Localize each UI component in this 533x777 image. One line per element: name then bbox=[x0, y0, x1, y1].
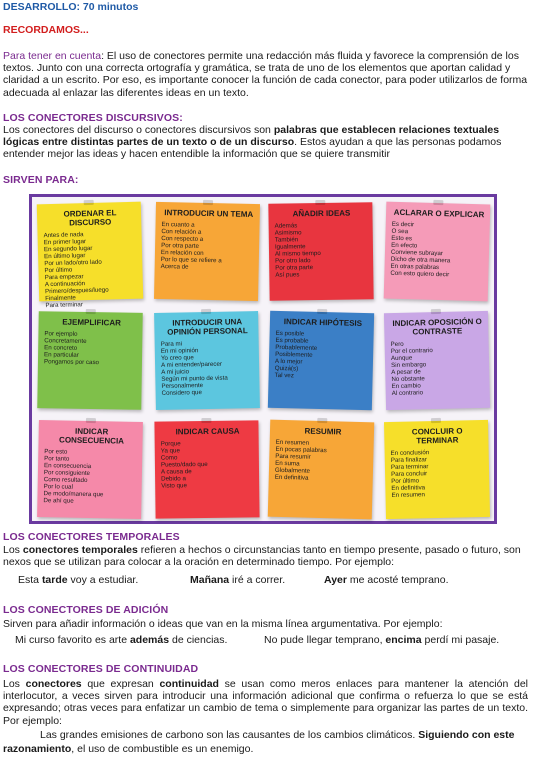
connector-note bbox=[37, 420, 143, 519]
note-item: A continuación bbox=[44, 280, 86, 289]
note-item: Al mismo tiempo bbox=[274, 250, 321, 258]
note-item: En resumen bbox=[391, 491, 425, 499]
note-item: Puesto/dado que bbox=[160, 460, 208, 469]
note-item: Esto es bbox=[391, 234, 413, 243]
note-item: En efecto bbox=[391, 241, 418, 250]
note-item: Al contrario bbox=[391, 389, 424, 398]
note-item: En definitiva bbox=[391, 484, 426, 492]
note-item: Globalmente bbox=[274, 466, 311, 475]
intro-paragraph bbox=[3, 50, 528, 99]
tape-mark bbox=[431, 418, 441, 423]
note-item: Por otra parte bbox=[275, 264, 314, 272]
note-item: Por el contrario bbox=[390, 347, 433, 356]
adicion-example-1 bbox=[15, 634, 227, 646]
note-title: EJEMPLIFICAR bbox=[62, 317, 121, 328]
note-item: Además bbox=[274, 222, 298, 230]
tape-mark bbox=[315, 200, 325, 205]
discursivos-text-b: . Estos ayudan a que las personas podamos entender mejor las ideas y hacen entendible la información que se quiere transmitir bbox=[3, 136, 502, 161]
note-item: En cuanto a bbox=[161, 221, 195, 229]
temporales-bold: conectores temporales bbox=[22, 544, 138, 556]
note-title: RESUMIR bbox=[304, 426, 342, 437]
note-item: En cambio bbox=[391, 382, 421, 391]
note-item: Para finalizar bbox=[390, 456, 427, 464]
connector-note bbox=[37, 311, 143, 410]
note-item: Asimismo bbox=[274, 229, 302, 237]
note-list bbox=[43, 448, 138, 506]
ex-bold: Mañana bbox=[190, 574, 230, 586]
temporales-example-2 bbox=[190, 574, 285, 586]
note-list bbox=[275, 221, 370, 278]
note-item: Pero bbox=[390, 340, 404, 349]
cont-bold-a: conectores bbox=[25, 678, 82, 690]
note-item: En último lugar bbox=[44, 252, 86, 261]
note-item: En suma bbox=[275, 459, 300, 468]
note-item: Por consiguiente bbox=[43, 469, 91, 478]
note-item: En primer lugar bbox=[43, 238, 87, 247]
note-item: Con esto quiero decir bbox=[390, 269, 450, 279]
note-title: INDICAR OPOSICIÓN O CONTRASTE bbox=[392, 316, 482, 337]
note-item: En mi opinión bbox=[160, 347, 199, 355]
connector-note bbox=[268, 420, 375, 520]
connector-note bbox=[268, 311, 374, 411]
note-item: En pocas palabras bbox=[275, 445, 327, 455]
intro-text: : El uso de conectores permite una redacción más fluida y favorece la comprensión de los textos. Junto con una correcta ortografía y gramática, se trata de uno de los elementos que aportan calidad y claridad a un escrito. Por eso, es importante conocer la función de cada conector, para poder utilizarlos de forma adecuada al enlazar las diferentes ideas en un texto. bbox=[3, 50, 528, 99]
tape-mark bbox=[317, 309, 327, 314]
discursivos-heading: LOS CONECTORES DISCURSIVOS: bbox=[3, 112, 183, 124]
note-item: Por un lado/otro lado bbox=[44, 258, 102, 268]
note-item: A pesar de bbox=[391, 368, 421, 377]
note-item: Quizá(s) bbox=[274, 364, 299, 373]
note-item: En consecuencia bbox=[43, 462, 92, 471]
temporales-example-1 bbox=[18, 574, 138, 586]
note-item: A lo mejor bbox=[274, 357, 303, 366]
note-item: Con respecto a bbox=[161, 235, 204, 243]
note-item: Igualmente bbox=[274, 243, 306, 251]
discursivos-paragraph bbox=[3, 124, 528, 161]
note-item: Así pues bbox=[275, 271, 300, 279]
ex-text: de ciencias. bbox=[169, 634, 228, 646]
note-title: INDICAR HIPÓTESIS bbox=[283, 317, 363, 328]
ex-text: Esta bbox=[18, 574, 42, 586]
ex-text: Mi curso favorito es arte bbox=[15, 634, 130, 646]
connector-note bbox=[154, 420, 259, 518]
note-item: Para resumir bbox=[275, 452, 311, 461]
note-item: En concreto bbox=[44, 344, 78, 352]
ex-text: iré a correr. bbox=[229, 574, 286, 586]
note-list bbox=[275, 330, 370, 381]
note-item: Por tanto bbox=[44, 455, 70, 463]
ex-text: Las grandes emisiones de carbono son las causantes de los cambios climáticos. bbox=[40, 729, 419, 741]
connector-note bbox=[37, 202, 144, 310]
note-item: Yo creo que bbox=[160, 354, 194, 362]
connector-note bbox=[154, 311, 260, 410]
desarrollo-heading: DESARROLLO: 70 minutos bbox=[3, 1, 139, 13]
tape-mark bbox=[86, 418, 96, 423]
continuidad-heading: LOS CONECTORES DE CONTINUIDAD bbox=[3, 663, 199, 675]
note-item: Por último bbox=[44, 266, 73, 275]
ex-bold: Siguiendo con este razonamiento bbox=[3, 729, 515, 755]
note-title: INDICAR CAUSA bbox=[175, 426, 240, 437]
tape-mark bbox=[431, 309, 441, 314]
note-item: Es probable bbox=[275, 336, 309, 345]
adicion-paragraph: Sirven para añadir información o ideas que van en la misma línea argumentativa. Por ejemplo: bbox=[3, 618, 443, 630]
ex-bold: encima bbox=[385, 634, 422, 646]
note-list bbox=[391, 339, 486, 397]
tape-mark bbox=[203, 200, 213, 205]
cont-text-c: se usan como meros enlaces para mantener la atención del interlocutor, a veces sirven para introducir una información adicional que confirma o refuerza lo que se está expresando; otras veces para enfatizar un cambio de tema o simplemente para organizar las partes de un texto. Por ejemplo: bbox=[3, 678, 529, 727]
note-item: Concretamente bbox=[44, 337, 87, 345]
note-list bbox=[44, 330, 139, 366]
note-item: A causa de bbox=[160, 468, 192, 476]
note-title: ORDENAR EL DISCURSO bbox=[63, 208, 117, 228]
connector-note bbox=[384, 202, 491, 302]
note-item: O sea bbox=[391, 227, 409, 236]
note-title: INTRODUCIR UN TEMA bbox=[164, 208, 254, 219]
note-item: No obstante bbox=[391, 375, 425, 384]
discursivos-text-a: Los conectores del discurso o conectores discursivos son bbox=[3, 124, 274, 136]
note-item: Primero/despues/luego bbox=[44, 286, 109, 296]
ex-text: No pude llegar temprano, bbox=[264, 634, 386, 646]
note-list bbox=[161, 439, 256, 489]
ex-text: me acosté temprano. bbox=[346, 574, 449, 586]
note-item: Por último bbox=[391, 477, 420, 485]
note-item: En segundo lugar bbox=[43, 244, 93, 254]
tape-mark bbox=[317, 418, 327, 423]
note-item: Antes de nada bbox=[43, 231, 84, 240]
note-list bbox=[390, 221, 486, 280]
temporales-text-b: refieren a hechos o circunstancias tanto en tiempo presente, pasado o futuro, son nexos que se utilizan para colocar a la oración en determinado tiempo. Por ejemplo: bbox=[3, 544, 521, 569]
temporales-text-a: Los bbox=[3, 544, 23, 556]
note-item: Como bbox=[160, 454, 178, 462]
ex-text: voy a estudiar. bbox=[67, 574, 139, 586]
note-item: Para empezar bbox=[44, 273, 84, 282]
note-item: Para terminar bbox=[390, 463, 429, 471]
note-item: Es posible bbox=[275, 329, 305, 338]
note-item: De modo/manera que bbox=[43, 490, 104, 499]
connector-note bbox=[154, 202, 260, 301]
continuidad-example bbox=[3, 728, 528, 756]
note-title: AÑADIR IDEAS bbox=[292, 208, 351, 219]
note-item: Tal vez bbox=[274, 371, 294, 380]
adicion-heading: LOS CONECTORES DE ADICIÓN bbox=[3, 604, 169, 616]
note-item: Sin embargo bbox=[391, 361, 427, 370]
note-item: En particular bbox=[44, 351, 79, 359]
note-title: INTRODUCIR UNA OPINIÓN PERSONAL bbox=[167, 317, 248, 337]
note-item: Como resultado bbox=[43, 476, 88, 484]
ex-bold: tarde bbox=[41, 574, 68, 586]
note-item: En conclusión bbox=[390, 449, 430, 457]
note-title: CONCLUIR O TERMINAR bbox=[411, 426, 463, 446]
note-item: Por otra parte bbox=[161, 242, 200, 250]
tape-mark bbox=[433, 200, 443, 205]
connector-note bbox=[384, 420, 490, 519]
note-list bbox=[161, 221, 256, 272]
note-item: Finalmente bbox=[45, 294, 76, 303]
tape-mark bbox=[84, 200, 94, 205]
note-item: Por ejemplo bbox=[44, 330, 78, 338]
temporales-example-3 bbox=[324, 574, 449, 586]
note-list bbox=[43, 230, 139, 309]
cont-text-b: que expresan bbox=[81, 678, 160, 690]
adicion-example-2 bbox=[264, 634, 499, 646]
note-item: En relación con bbox=[160, 249, 204, 257]
note-list bbox=[275, 439, 370, 483]
note-item: Según mi punto de vista bbox=[161, 374, 228, 383]
temporales-heading: LOS CONECTORES TEMPORALES bbox=[3, 531, 180, 543]
recordamos-heading: RECORDAMOS... bbox=[3, 24, 89, 36]
note-item: Para mi bbox=[160, 340, 183, 348]
note-item: Por esto bbox=[44, 448, 68, 456]
note-list bbox=[161, 339, 256, 397]
note-item: Ya que bbox=[160, 447, 180, 455]
note-item: A mi entender/parecer bbox=[161, 360, 223, 369]
note-item: Porque bbox=[160, 440, 181, 448]
discursivos-bold: palabras que establecen relaciones textuales lógicas entre distintas partes de un texto o de un discurso bbox=[3, 124, 500, 149]
cont-bold-b: continuidad bbox=[159, 678, 219, 690]
note-item: Con relación a bbox=[161, 228, 202, 236]
note-title: INDICAR CONSECUENCIA bbox=[59, 426, 125, 446]
ex-text: perdí mi pasaje. bbox=[421, 634, 500, 646]
tape-mark bbox=[201, 309, 211, 314]
cont-text-a: Los bbox=[3, 678, 26, 690]
note-item: Por lo que se refiere a bbox=[160, 256, 222, 265]
note-item: En resumen bbox=[275, 438, 310, 447]
note-item: Probablemente bbox=[275, 343, 318, 352]
note-item: De ahí que bbox=[43, 497, 74, 505]
intro-lead: Para tener en cuenta bbox=[3, 50, 102, 62]
note-item: Por otro lado bbox=[275, 257, 311, 265]
note-item: Dicho de otra manera bbox=[390, 255, 451, 265]
tape-mark bbox=[201, 418, 211, 423]
ex-bold: Ayer bbox=[324, 574, 347, 586]
temporales-paragraph bbox=[3, 544, 528, 568]
note-item: Visto que bbox=[161, 482, 187, 490]
note-item: Considero que bbox=[161, 389, 202, 397]
connector-note bbox=[268, 202, 373, 300]
note-item: También bbox=[274, 236, 299, 244]
ex-bold: además bbox=[129, 634, 170, 646]
note-item: Conviene subrayar bbox=[390, 248, 443, 258]
note-item: Es decir bbox=[391, 220, 415, 229]
note-item: Debido a bbox=[161, 475, 186, 483]
note-item: Por lo cual bbox=[43, 483, 73, 491]
note-item: En otras palabras bbox=[390, 262, 440, 272]
note-item: En definitiva bbox=[274, 473, 309, 482]
note-item: Para concluir bbox=[391, 470, 428, 478]
ex-text: , el uso de combustible es un enemigo. bbox=[71, 743, 254, 755]
note-item: Para terminar bbox=[45, 301, 83, 310]
connectors-infographic bbox=[29, 194, 497, 524]
continuidad-paragraph bbox=[3, 678, 528, 727]
note-item: Acerca de bbox=[160, 263, 189, 271]
tape-mark bbox=[86, 309, 96, 314]
connector-note bbox=[384, 311, 490, 410]
note-item: Pongamos por caso bbox=[43, 358, 100, 367]
note-list bbox=[391, 448, 486, 499]
note-item: Personalmente bbox=[161, 382, 204, 390]
note-item: Posiblemente bbox=[275, 350, 313, 359]
note-item: A mi juicio bbox=[161, 368, 190, 376]
note-title: ACLARAR O EXPLICAR bbox=[393, 207, 485, 220]
sirven-heading: SIRVEN PARA: bbox=[3, 174, 79, 186]
note-item: Aunque bbox=[390, 354, 413, 363]
